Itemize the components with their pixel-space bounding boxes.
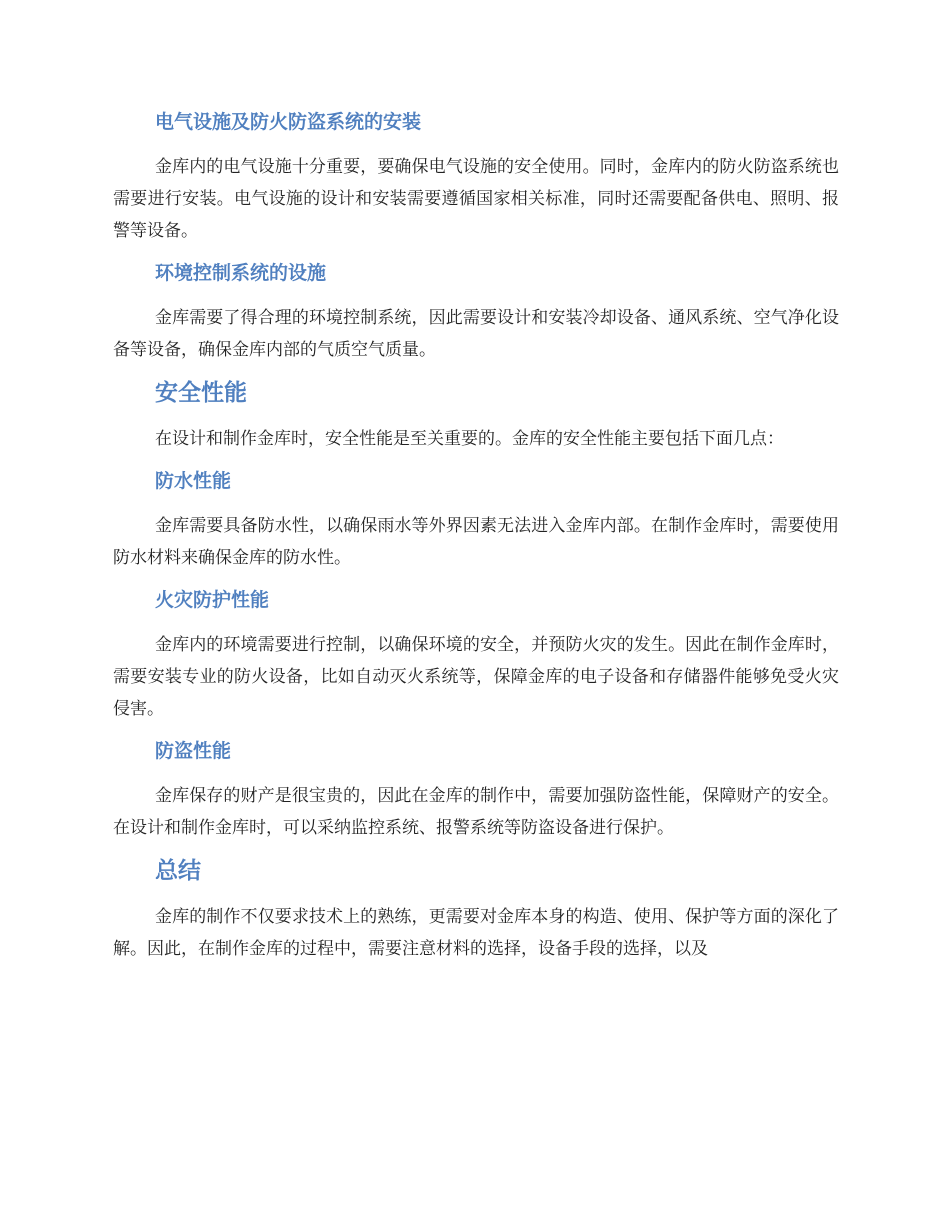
document-body (113, 106, 839, 975)
section-heading-waterproof: 防水性能 (155, 470, 232, 492)
section-heading-fire-protection: 火灾防护性能 (155, 589, 270, 611)
section-paragraph-anti-theft: 金库保存的财产是很宝贵的，因此在金库的制作中，需要加强防盗性能，保障财产的安全。在设计和制作金库时，可以采纳监控系统、报警系统等防盗设备进行保护。 (113, 786, 839, 838)
section-paragraph-waterproof: 金库需要具备防水性，以确保雨水等外界因素无法进入金库内部。在制作金库时，需要使用防水材料来确保金库的防水性。 (113, 516, 839, 568)
section-heading-environment-control: 环境控制系统的设施 (155, 262, 327, 284)
section-paragraph-safety-performance: 在设计和制作金库时，安全性能是至关重要的。金库的安全性能主要包括下面几点： (155, 429, 784, 449)
section-paragraph-electrical: 金库内的电气设施十分重要，要确保电气设施的安全使用。同时，金库内的防火防盗系统也需要进行安装。电气设施的设计和安装需要遵循国家相关标准，同时还需要配备供电、照明、报警等设备。 (113, 157, 839, 241)
section-paragraph-summary: 金库的制作不仅要求技术上的熟练，更需要对金库本身的构造、使用、保护等方面的深化了解。因此，在制作金库的过程中，需要注意材料的选择，设备手段的选择，以及 (113, 907, 839, 959)
section-heading-anti-theft: 防盗性能 (155, 740, 232, 762)
section-paragraph-fire-protection: 金库内的环境需要进行控制，以确保环境的安全，并预防火灾的发生。因此在制作金库时，需要安装专业的防火设备，比如自动灭火系统等，保障金库的电子设备和存储器件能够免受火灾侵害。 (113, 635, 839, 719)
section-heading-electrical: 电气设施及防火防盗系统的安装 (155, 111, 422, 133)
section-heading-safety-performance: 安全性能 (155, 380, 247, 406)
section-paragraph-environment-control: 金库需要了得合理的环境控制系统，因此需要设计和安装冷却设备、通风系统、空气净化设备等设备，确保金库内部的气质空气质量。 (113, 308, 839, 360)
section-heading-summary: 总结 (155, 858, 201, 884)
